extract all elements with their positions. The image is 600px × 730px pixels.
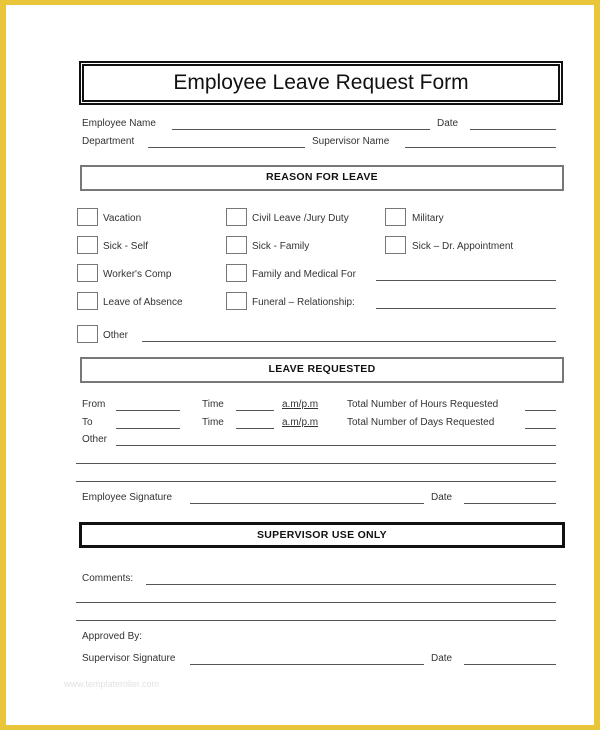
supervisor-section-header (79, 522, 565, 548)
to-ampm[interactable]: a.m/p.m (282, 417, 319, 428)
from-time-label: Time (202, 399, 224, 410)
approved-by-label: Approved By: (82, 631, 143, 642)
employee-date-label: Date (431, 492, 453, 503)
sick-doctor-checkbox[interactable] (385, 236, 406, 254)
employee-signature-label: Employee Signature (82, 492, 173, 503)
supervisor-date-label: Date (431, 653, 453, 664)
workers-comp-checkbox[interactable] (77, 264, 98, 282)
vacation-label: Vacation (103, 213, 142, 224)
leave-absence-checkbox[interactable] (77, 292, 98, 310)
total-days-label: Total Number of Days Requested (347, 417, 495, 428)
military-checkbox[interactable] (385, 208, 406, 226)
from-time-field[interactable] (236, 410, 274, 411)
from-ampm[interactable]: a.m/p.m (282, 399, 319, 410)
reason-section-header (80, 165, 564, 191)
other-reason-checkbox[interactable] (77, 325, 98, 343)
supervisor-name-label: Supervisor Name (312, 136, 390, 147)
military-label: Military (412, 213, 444, 224)
sick-self-label: Sick - Self (103, 241, 149, 252)
date-label: Date (437, 118, 459, 129)
family-medical-field[interactable] (376, 280, 556, 281)
title-box (79, 61, 563, 105)
workers-comp-label: Worker's Comp (103, 269, 172, 280)
total-hours-field[interactable] (525, 410, 556, 411)
funeral-relationship-field[interactable] (376, 308, 556, 309)
other-reason-field[interactable] (142, 341, 556, 342)
leave-other-label: Other (82, 434, 108, 445)
supervisor-signature-field[interactable] (190, 664, 424, 665)
supervisor-signature-label: Supervisor Signature (82, 653, 176, 664)
date-field[interactable] (470, 129, 556, 130)
employee-name-field[interactable] (172, 129, 430, 130)
comments-line-2[interactable] (76, 602, 556, 603)
employee-date-field[interactable] (464, 503, 556, 504)
sick-self-checkbox[interactable] (77, 236, 98, 254)
comments-line-3[interactable] (76, 620, 556, 621)
vacation-checkbox[interactable] (77, 208, 98, 226)
funeral-label: Funeral – Relationship: (252, 297, 355, 308)
leave-heading: LEAVE REQUESTED (268, 363, 376, 375)
civil-leave-checkbox[interactable] (226, 208, 247, 226)
form-title: Employee Leave Request Form (173, 71, 469, 94)
other-reason-label: Other (103, 330, 129, 341)
employee-signature-field[interactable] (190, 503, 424, 504)
funeral-checkbox[interactable] (226, 292, 247, 310)
watermark: www.templateroller.com (64, 679, 160, 689)
civil-leave-label: Civil Leave /Jury Duty (252, 213, 349, 224)
to-time-field[interactable] (236, 428, 274, 429)
form-sheet (6, 5, 594, 725)
reason-heading: REASON FOR LEAVE (266, 171, 378, 183)
leave-absence-label: Leave of Absence (103, 297, 183, 308)
sick-family-label: Sick - Family (252, 241, 310, 252)
sick-family-checkbox[interactable] (226, 236, 247, 254)
total-days-field[interactable] (525, 428, 556, 429)
from-field[interactable] (116, 410, 180, 411)
supervisor-heading: SUPERVISOR USE ONLY (257, 529, 387, 541)
comments-field[interactable] (146, 584, 556, 585)
from-label: From (82, 399, 106, 410)
department-field[interactable] (148, 147, 305, 148)
supervisor-name-field[interactable] (405, 147, 556, 148)
sick-doctor-label: Sick – Dr. Appointment (412, 241, 514, 252)
to-label: To (82, 417, 93, 428)
leave-section-header (80, 357, 564, 383)
comments-label: Comments: (82, 573, 134, 584)
leave-other-line-2[interactable] (76, 463, 556, 464)
leave-other-field[interactable] (116, 445, 556, 446)
supervisor-date-field[interactable] (464, 664, 556, 665)
family-medical-label: Family and Medical For (252, 269, 356, 280)
to-field[interactable] (116, 428, 180, 429)
department-label: Department (82, 136, 135, 147)
total-hours-label: Total Number of Hours Requested (347, 399, 499, 410)
employee-name-label: Employee Name (82, 118, 156, 129)
family-medical-checkbox[interactable] (226, 264, 247, 282)
to-time-label: Time (202, 417, 224, 428)
leave-other-line-3[interactable] (76, 481, 556, 482)
